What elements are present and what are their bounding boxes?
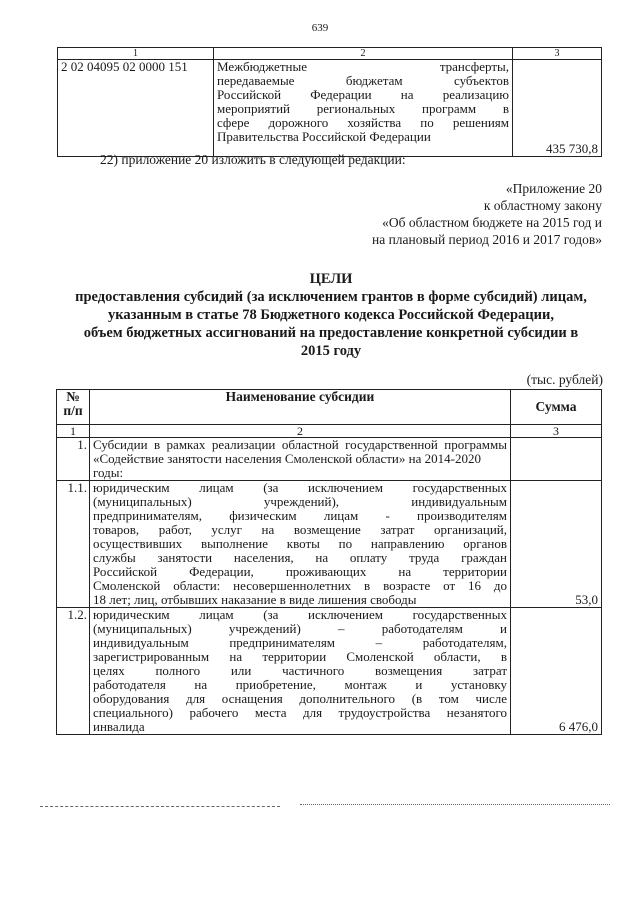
row-line: Смоленской области: несовершеннолетних в возрасте от 16 до [93, 578, 507, 593]
appendix-line: на плановый период 2016 и 2017 годов» [371, 232, 602, 247]
transfer-description [214, 60, 513, 157]
title-line: указанным в статье 78 Бюджетного кодекса Российской Федерации, [108, 307, 554, 323]
page-number: 639 [311, 22, 329, 34]
row-line: зарегистрированным на территории Смоленской области, в [93, 649, 507, 664]
row-line: осуществивших выполнение квоты по направлению органов [93, 536, 507, 551]
appendix-line: к областному закону [483, 198, 602, 213]
row-amount: 6 476,0 [511, 608, 602, 735]
table-row [57, 481, 602, 608]
header-name: Наименование субсидии [90, 390, 511, 425]
subsidies-table [56, 389, 602, 735]
title-line: объем бюджетных ассигнований на предоставление конкретной субсидии в [83, 325, 579, 341]
row-line: «Содействие занятости населения Смоленской области» на 2014-2020 годы: [93, 451, 481, 480]
transfer-amount: 435 730,8 [513, 60, 602, 157]
row-amount: 53,0 [511, 481, 602, 608]
col-number-1: 1 [57, 425, 90, 438]
row-line: инвалида [93, 719, 145, 734]
header-number: № п/п [57, 390, 90, 425]
row-line: Российской Федерации, проживающих на территории [93, 564, 507, 579]
row-amount [511, 438, 602, 481]
row-number: 1.1. [57, 481, 90, 608]
desc-line: Межбюджетные трансферты, [217, 59, 509, 74]
row-line: специального) рабочего места для трудоустройства незанятого [93, 705, 507, 720]
desc-line: мероприятий региональных программ в [217, 101, 509, 116]
table-row [57, 438, 602, 481]
row-line: (муниципальных) учреждений) – работодателям и [93, 621, 507, 636]
budget-code: 2 02 04095 02 0000 151 [58, 60, 214, 157]
header-col-2: 2 [214, 48, 513, 60]
desc-line: Правительства Российской Федерации [217, 129, 431, 144]
title-line: 2015 году [300, 343, 362, 359]
appendix-line: «Об областном бюджете на 2015 год и [382, 215, 602, 230]
row-line: (муниципальных) учреждений), индивидуальным [93, 494, 507, 509]
row-description [90, 608, 511, 735]
row-line: индивидуальным предпринимателям – работодателям, [93, 635, 507, 650]
row-line: Субсидии в рамках реализации областной государственной программы [93, 437, 507, 452]
row-line: работодателя на приобретение, монтаж и установку [93, 677, 507, 692]
header-col-3: 3 [513, 48, 602, 60]
desc-line: передаваемые бюджетам субъектов [217, 73, 509, 88]
row-line: юридическим лицам (за исключением государственных [93, 607, 507, 622]
scan-artifact-line [40, 806, 280, 807]
title-heading: ЦЕЛИ [309, 271, 353, 287]
row-line: целях полного или частичного возмещения затрат [93, 663, 507, 678]
top-table [57, 47, 602, 157]
header-sum: Сумма [511, 390, 602, 425]
row-description [90, 438, 511, 481]
title-line: предоставления субсидий (за исключением грантов в форме субсидий) лицам, [75, 289, 587, 305]
row-line: 18 лет; лиц, отбывших наказание в виде лишения свободы [93, 592, 417, 607]
col-number-2: 2 [90, 425, 511, 438]
row-line: службы занятости населения, на оплату труда граждан [93, 550, 507, 565]
row-number: 1.2. [57, 608, 90, 735]
appendix-header [372, 180, 602, 248]
desc-line: Российской Федерации на реализацию [217, 87, 509, 102]
row-line: товаров, работ, услуг на возмещение затрат организаций, [93, 522, 507, 537]
desc-line: сфере дорожного хозяйства по решениям [217, 115, 509, 130]
scan-artifact-line [300, 804, 610, 805]
units-label: (тыс. рублей) [526, 372, 603, 387]
document-title [40, 270, 622, 360]
row-line: юридическим лицам (за исключением государственных [93, 480, 507, 495]
row-description [90, 481, 511, 608]
table-row [57, 608, 602, 735]
appendix-line: «Приложение 20 [505, 181, 602, 196]
row-line: оборудования для оснащения дополнительного (в том числе [93, 691, 507, 706]
header-col-1: 1 [58, 48, 214, 60]
row-line: предпринимателям, физическим лицам - производителям [93, 508, 507, 523]
col-number-3: 3 [511, 425, 602, 438]
row-number: 1. [57, 438, 90, 481]
paragraph-22: 22) приложение 20 изложить в следующей редакции: [100, 152, 406, 167]
